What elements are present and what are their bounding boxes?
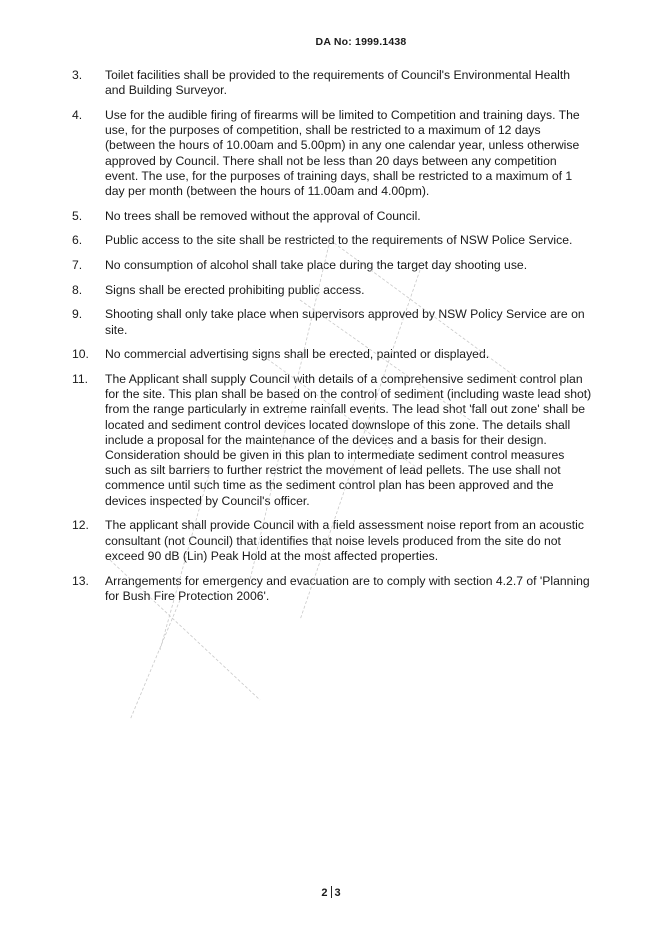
condition-number: 11. xyxy=(72,372,89,387)
page-total: 3 xyxy=(334,887,341,899)
condition-text: Signs shall be erected prohibiting public access. xyxy=(105,282,365,297)
condition-item xyxy=(72,614,592,627)
da-number: DA No: 1999.1438 xyxy=(315,36,407,48)
condition-number: 8. xyxy=(72,282,83,297)
condition-number xyxy=(72,614,105,627)
condition-text: No consumption of alcohol shall take place during the target day shooting use. xyxy=(105,258,528,273)
condition-text: Arrangements for emergency and evacuation are to comply with section 4.2.7 of 'Planning for Bush Fire Protection 2006'. xyxy=(105,573,590,604)
condition-item xyxy=(72,283,592,298)
condition-text: The Applicant shall supply Council with details of a comprehensive sediment control plan for the site. This plan shall be based on the control of sediment (including waste lead shot) from the range particularly in extreme rainfall events. The lead shot 'fall out zone' shall be located and sediment control devices located downslope of this zone. The details shall include a proposal for the maintenance of the devices and a basis for their design. Consideration should be given in this plan to intermediate sediment control measures such as silt barriers to further restrict the movement of lead pellets. The use shall not commence until such time as the sediment control plan has been approved and the devices inspected by Council's officer. xyxy=(105,372,592,508)
condition-item xyxy=(72,372,592,509)
condition-text: The applicant shall provide Council with a field assessment noise report from an acoustic consultant (not Council) that identifies that noise levels produced from the site do not exceed 90 dB (Lin) Peak Hold at the most affected properties. xyxy=(105,518,584,563)
condition-number xyxy=(72,636,105,649)
conditions-list xyxy=(72,68,592,659)
condition-item xyxy=(72,518,592,564)
condition-item xyxy=(72,636,592,649)
condition-number: 7. xyxy=(72,258,83,273)
condition-number: 12. xyxy=(72,518,89,533)
condition-text: Use for the audible firing of firearms will be limited to Competition and training days. The use, for the purposes of competition, shall be restricted to a maximum of 12 days (between the hours of 10.00am and 5.00pm) in any one calendar year, unless otherwise approved by Council. There shall not be less than 20 days between any competition event. The use, for the purposes of training days, shall be restricted to a maximum of 1 day per month (between the hours of 11.00am and 4.00pm). xyxy=(105,107,580,198)
condition-number: 5. xyxy=(72,208,83,223)
condition-item xyxy=(72,258,592,273)
condition-text: Public access to the site shall be restricted to the requirements of NSW Police Service. xyxy=(105,233,573,248)
condition-item xyxy=(72,347,592,362)
condition-text: Shooting shall only take place when supervisors approved by NSW Policy Service are on site. xyxy=(105,307,585,337)
condition-number: 3. xyxy=(72,68,83,82)
condition-item xyxy=(72,307,592,337)
condition-number: 13. xyxy=(72,573,89,588)
condition-text: Toilet facilities shall be provided to the requirements of Council's Environmental Health and Building Surveyor. xyxy=(105,68,571,98)
condition-number: 4. xyxy=(72,107,83,122)
condition-number: 6. xyxy=(72,233,83,248)
page-number xyxy=(0,886,662,899)
condition-item xyxy=(72,68,592,98)
condition-item xyxy=(72,108,592,199)
page-current: 2 xyxy=(321,887,328,899)
condition-text: No trees shall be removed without the approval of Council. xyxy=(105,208,421,223)
condition-number: 9. xyxy=(72,307,83,322)
condition-item xyxy=(72,233,592,248)
page-header xyxy=(0,36,662,48)
condition-text: No commercial advertising signs shall be erected, painted or displayed. xyxy=(105,347,490,362)
condition-item xyxy=(72,574,592,604)
condition-item xyxy=(72,209,592,224)
condition-number: 10. xyxy=(72,347,89,362)
page-separator xyxy=(331,886,332,898)
